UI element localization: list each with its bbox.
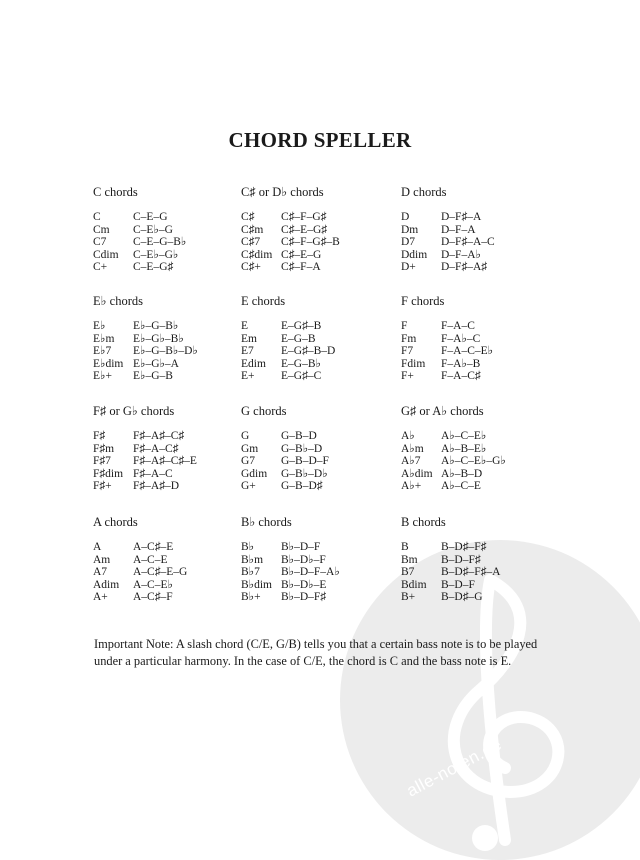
chord-notes: G–B♭–D [281, 442, 323, 455]
chord-name: C♯m [241, 223, 264, 236]
important-note: Important Note: A slash chord (C/E, G/B) tells you that a certain bass note is to be played under a particular harmony. In the case of C/E, the chord is C and the bass note is E. [94, 637, 538, 668]
chord-name: E♭ [93, 320, 106, 332]
chord-row [241, 224, 401, 237]
chord-row [93, 579, 253, 592]
chord-notes: A♭–B–E♭ [441, 442, 487, 455]
chord-name: Gdim [241, 467, 268, 480]
chord-list [241, 320, 401, 383]
chord-name: A♭7 [401, 455, 421, 468]
chord-notes: E♭–G–B♭ [133, 320, 179, 332]
chord-name: B♭+ [241, 591, 261, 604]
chord-name: B♭dim [241, 578, 272, 591]
chord-name: Fm [401, 332, 417, 345]
chord-name: Dm [401, 223, 419, 236]
chord-notes: F–A♭–B [441, 357, 481, 370]
chord-group-title: C chords [93, 185, 138, 199]
chord-name: Bdim [401, 578, 427, 591]
chord-row [401, 261, 561, 274]
chord-group [241, 515, 401, 604]
chord-row [401, 591, 561, 604]
chord-row [241, 430, 401, 443]
chord-row [93, 236, 253, 249]
chord-notes: B♭–D–F [281, 541, 321, 553]
chord-name: C7 [93, 236, 107, 249]
chord-name: B+ [401, 591, 416, 604]
chord-name: F♯m [93, 442, 115, 455]
chord-row [241, 579, 401, 592]
chord-group [93, 294, 253, 383]
chord-notes: B♭–D♭–E [281, 578, 327, 591]
chord-notes: A♭–B–D [441, 467, 483, 480]
chord-group-title: F♯ or G♭ chords [93, 404, 175, 418]
chord-row [401, 236, 561, 249]
chord-notes: E♭–G♭–A [133, 357, 179, 370]
chord-notes: C♯–F–G♯–B [281, 236, 340, 249]
chord-row [93, 249, 253, 262]
chord-row [401, 480, 561, 493]
chord-notes: A–C♯–E [133, 541, 174, 553]
chord-name: A♭dim [401, 467, 433, 480]
chord-name: C [93, 211, 101, 223]
chord-notes: C–E–G–B♭ [133, 236, 187, 249]
chord-notes: F♯–A–C♯ [133, 442, 179, 455]
chord-name: E♭7 [93, 345, 112, 358]
chord-row [241, 591, 401, 604]
chord-notes: F♯–A♯–C♯–E [133, 455, 197, 468]
chord-row [241, 358, 401, 371]
chord-name: Bm [401, 553, 418, 566]
chord-name: Fdim [401, 357, 426, 370]
chord-row [401, 455, 561, 468]
chord-name: F♯7 [93, 455, 111, 468]
chord-name: F♯dim [93, 467, 124, 480]
page-title: CHORD SPELLER [228, 128, 412, 152]
chord-list [401, 211, 561, 274]
chord-list [93, 211, 253, 274]
chord-row [241, 211, 401, 224]
chord-name: C♯7 [241, 236, 261, 249]
chord-name: G7 [241, 455, 256, 468]
chord-notes: E–G–B♭ [281, 357, 321, 370]
chord-row [401, 211, 561, 224]
chord-list [401, 541, 561, 604]
chord-row [241, 480, 401, 493]
chord-name: Adim [93, 578, 120, 591]
chord-notes: A♭–C–E♭ [441, 430, 487, 442]
chord-list [241, 430, 401, 493]
chord-notes: F–A–C [441, 320, 475, 332]
chord-notes: A–C–E [133, 553, 168, 566]
chord-name: Em [241, 332, 257, 345]
chord-notes: C–E♭–G♭ [133, 248, 179, 261]
chord-notes: C♯–E–G♯ [281, 223, 327, 236]
chord-row [241, 566, 401, 579]
chord-name: C+ [93, 261, 108, 274]
chord-name: Cdim [93, 248, 119, 261]
chord-row [401, 430, 561, 443]
chord-notes: C–E♭–G [133, 223, 173, 236]
chord-name: G [241, 430, 250, 442]
chord-notes: F♯–A♯–C♯ [133, 430, 185, 442]
chord-name: F♯+ [93, 480, 112, 493]
chord-name: F7 [401, 345, 414, 358]
chord-notes: D–F♯–A–C [441, 236, 495, 249]
chord-group-title: E♭ chords [93, 294, 143, 308]
chord-name: E+ [241, 370, 255, 383]
chord-name: B♭m [241, 553, 264, 566]
chord-group [93, 404, 253, 493]
chord-name: E7 [241, 345, 254, 358]
chord-notes: G–B–D–F [281, 455, 329, 468]
chord-name: F+ [401, 370, 414, 383]
chord-notes: E–G♯–B–D [281, 345, 336, 358]
chord-notes: E♭–G–B♭–D♭ [133, 345, 198, 358]
chord-name: D+ [401, 261, 416, 274]
chord-row [241, 468, 401, 481]
chord-group [401, 404, 561, 493]
chord-name: F♯ [93, 430, 106, 442]
chord-notes: B♭–D♭–F [281, 553, 326, 566]
chord-list [241, 541, 401, 604]
chord-row [241, 554, 401, 567]
chord-notes: C♯–F–G♯ [281, 211, 327, 223]
chord-row [241, 333, 401, 346]
chord-name: E♭m [93, 332, 115, 345]
chord-row [401, 320, 561, 333]
chord-name: Ddim [401, 248, 428, 261]
chord-row [93, 430, 253, 443]
chord-notes: B–D–F♯ [441, 553, 481, 566]
chord-row [93, 480, 253, 493]
chord-group [401, 294, 561, 383]
chord-name: E♭+ [93, 370, 112, 383]
chord-notes: F–A–C♯ [441, 370, 481, 383]
chord-group-title: G chords [241, 404, 287, 418]
chord-notes: G–B–D♯ [281, 480, 323, 493]
chord-row [93, 455, 253, 468]
chord-name: A7 [93, 566, 108, 579]
chord-row [241, 236, 401, 249]
chord-row [401, 541, 561, 554]
chord-notes: E♭–G♭–B♭ [133, 332, 184, 345]
watermark-text: alle-noten.de [403, 734, 505, 801]
chord-group-title: A chords [93, 515, 138, 529]
chord-name: F [401, 320, 408, 332]
chord-row [241, 541, 401, 554]
chord-group-title: F chords [401, 294, 445, 308]
chord-notes: E–G–B [281, 332, 316, 345]
chord-row [93, 224, 253, 237]
chord-group [401, 515, 561, 604]
chord-row [93, 370, 253, 383]
chord-row [93, 566, 253, 579]
chord-notes: D–F♯–A [441, 211, 482, 223]
chord-notes: C–E–G♯ [133, 261, 174, 274]
chord-name: A♭m [401, 442, 424, 455]
chord-notes: A♭–C–E [441, 480, 481, 493]
chord-notes: A♭–C–E♭–G♭ [441, 455, 506, 468]
chord-notes: B–D♯–G [441, 591, 483, 604]
chord-notes: A–C–E♭ [133, 578, 173, 591]
chord-name: C♯+ [241, 261, 261, 274]
chord-notes: D–F–A♭ [441, 248, 481, 261]
chord-notes: C♯–F–A [281, 261, 321, 274]
chord-group [93, 515, 253, 604]
chord-notes: E♭–G–B [133, 370, 173, 383]
chord-row [401, 468, 561, 481]
chord-name: D [401, 211, 410, 223]
chord-row [93, 468, 253, 481]
chord-name: A♭+ [401, 480, 422, 493]
chord-row [93, 320, 253, 333]
chord-row [241, 320, 401, 333]
chord-list [401, 320, 561, 383]
chord-notes: E–G♯–C [281, 370, 322, 383]
chord-notes: F–A♭–C [441, 332, 481, 345]
chord-row [93, 358, 253, 371]
chord-name: D7 [401, 236, 416, 249]
chord-notes: B♭–D–F–A♭ [281, 566, 340, 579]
chord-notes: D–F–A [441, 223, 476, 236]
chord-row [241, 443, 401, 456]
chord-name: C♯dim [241, 248, 273, 261]
chord-name: Edim [241, 357, 266, 370]
chord-group-title: D chords [401, 185, 447, 199]
chord-name: B [401, 541, 409, 553]
chord-list [241, 211, 401, 274]
chord-notes: B–D♯–F♯–A [441, 566, 501, 579]
chord-list [93, 320, 253, 383]
chord-name: B♭7 [241, 566, 260, 579]
chord-row [401, 358, 561, 371]
chord-name: Gm [241, 442, 259, 455]
chord-row [93, 211, 253, 224]
chord-row [241, 370, 401, 383]
chord-group-title: G♯ or A♭ chords [401, 404, 484, 418]
chord-name: B♭ [241, 541, 255, 553]
chord-group [241, 404, 401, 493]
chord-notes: A–C♯–E–G [133, 566, 188, 579]
chord-list [401, 430, 561, 493]
chord-group [241, 294, 401, 383]
chord-row [401, 579, 561, 592]
chord-group-title: B chords [401, 515, 446, 529]
chord-row [93, 591, 253, 604]
chord-row [241, 455, 401, 468]
chord-group-title: C♯ or D♭ chords [241, 185, 324, 199]
chord-name: E [241, 320, 249, 332]
chord-notes: B–D♯–F♯ [441, 541, 487, 553]
chord-row [401, 249, 561, 262]
chord-name: E♭dim [93, 357, 124, 370]
chord-notes: G–B–D [281, 430, 317, 442]
chord-row [93, 554, 253, 567]
chord-row [241, 345, 401, 358]
chord-list [93, 541, 253, 604]
chord-group-title: E chords [241, 294, 286, 308]
chord-name: A♭ [401, 430, 415, 442]
chord-name: C♯ [241, 211, 255, 223]
chord-notes: G–B♭–D♭ [281, 467, 328, 480]
chord-notes: F–A–C–E♭ [441, 345, 494, 358]
chord-name: A+ [93, 591, 108, 604]
chord-row [93, 333, 253, 346]
chord-row [401, 333, 561, 346]
chord-notes: A–C♯–F [133, 591, 173, 604]
chord-notes: F♯–A–C [133, 467, 173, 480]
chord-group [241, 185, 401, 274]
chord-row [93, 261, 253, 274]
chord-notes: B♭–D–F♯ [281, 591, 327, 604]
chord-row [401, 554, 561, 567]
chord-notes: E–G♯–B [281, 320, 322, 332]
chord-name: A [93, 541, 102, 553]
chord-list [93, 430, 253, 493]
chord-group [93, 185, 253, 274]
chord-notes: C♯–E–G [281, 248, 322, 261]
chord-group-title: B♭ chords [241, 515, 292, 529]
chord-row [241, 261, 401, 274]
chord-row [401, 345, 561, 358]
chord-notes: F♯–A♯–D [133, 480, 180, 493]
chord-notes: C–E–G [133, 211, 168, 223]
chord-name: B7 [401, 566, 415, 579]
chord-name: Cm [93, 223, 110, 236]
chord-row [401, 443, 561, 456]
chord-row [93, 443, 253, 456]
chord-name: Am [93, 553, 111, 566]
chord-row [93, 345, 253, 358]
chord-notes: B–D–F [441, 578, 475, 591]
chord-row [401, 224, 561, 237]
chord-notes: D–F♯–A♯ [441, 261, 488, 274]
chord-row [93, 541, 253, 554]
chord-row [241, 249, 401, 262]
chord-row [401, 370, 561, 383]
chord-row [401, 566, 561, 579]
chord-group [401, 185, 561, 274]
chord-name: G+ [241, 480, 256, 493]
